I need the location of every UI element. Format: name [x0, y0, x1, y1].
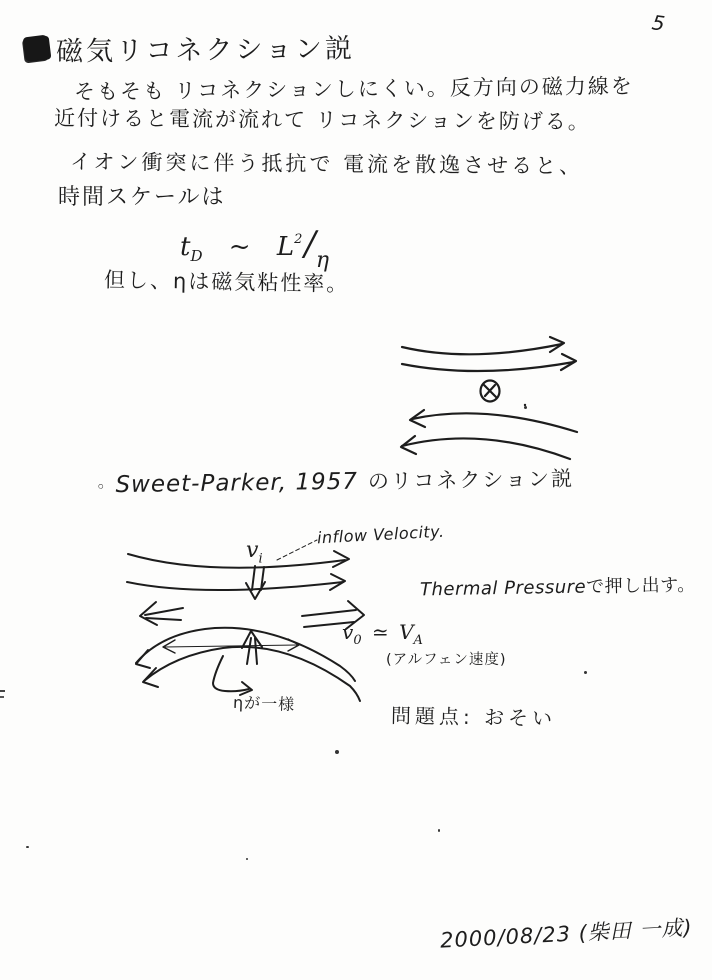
top-field-line-2 [127, 582, 343, 590]
alfven-v-symbol: V [399, 620, 414, 644]
approx-symbol: ≃ [371, 620, 389, 644]
paragraph1-line1: そもそも リコネクションしにくい。反方向の磁力線を [73, 74, 634, 104]
page-number: 5 [650, 10, 667, 36]
arrowhead [143, 668, 158, 687]
formula-slash: / [304, 224, 316, 264]
field-line-right-1 [402, 344, 562, 354]
alfven-v-subscript: A [413, 633, 423, 648]
scan-speck [438, 829, 440, 832]
scan-edge-mark [0, 696, 4, 698]
scan-speck [26, 846, 29, 848]
scan-edge-mark [0, 690, 5, 692]
eta-pointer-line [213, 656, 249, 691]
sweet-parker-suffix: のリコネクション説 [367, 466, 575, 494]
v-subscript: 0 [353, 633, 362, 648]
page-title: 磁気リコネクション説 [55, 33, 356, 68]
field-line-left-1 [412, 413, 577, 432]
v-symbol: v [342, 620, 354, 644]
paragraph1-line2: 近付けると電流が流れて リコネクションを防げる。 [53, 106, 591, 134]
date-signature: 2000/08/23 (柴田 一成) [439, 915, 694, 953]
problem-note: 問題点: おそい [390, 703, 557, 731]
outflow-speed-equation [342, 621, 423, 648]
formula-eta: η [315, 248, 330, 273]
eta-definition-note: 但し、ηは磁気粘性率。 [103, 267, 350, 297]
formula-t: t [180, 232, 191, 262]
antiparallel-field-lines-diagram [390, 333, 590, 468]
formula-L: L [276, 232, 295, 262]
inflow-velocity-label: inflow Velocity. [316, 521, 445, 548]
eta-uniform-note: ηが一様 [232, 692, 296, 715]
circle-bullet-icon: ◦ [95, 477, 106, 497]
alfven-speed-note: (アルフェン速度) [386, 652, 507, 668]
title-row [24, 28, 355, 67]
field-line-left-2 [402, 438, 570, 459]
inner-double-arrow-up [247, 638, 257, 664]
scan-speck [524, 406, 527, 409]
scan-speck [584, 671, 587, 674]
outflow-double-arrow-left [145, 608, 183, 620]
scribble-square-icon [23, 34, 50, 61]
top-field-line-1 [128, 554, 345, 568]
inflow-velocity-symbol [246, 539, 263, 567]
thermal-pressure-ja: で押し出す。 [585, 574, 696, 598]
inflow-pointer-line [277, 540, 317, 560]
diffusion-time-formula [180, 226, 329, 273]
scan-speck [335, 750, 339, 754]
scan-speck [246, 858, 248, 860]
bottom-field-line-outer [136, 628, 355, 681]
sweet-parker-heading [96, 463, 574, 500]
paragraph2-line1: イオン衝突に伴う抵抗で 電流を散逸させると、 [69, 149, 584, 179]
thermal-pressure-note [420, 576, 696, 601]
v-symbol: v [246, 538, 259, 563]
paragraph2-line2: 時間スケールは [58, 185, 226, 210]
formula-tilde: ~ [228, 232, 251, 262]
current-x-stroke [484, 385, 496, 397]
field-line-right-2 [402, 362, 574, 371]
arrowhead [333, 551, 349, 567]
sweet-parker-name: Sweet-Parker, 1957 [115, 468, 359, 499]
thermal-pressure-en: Thermal Pressure [419, 576, 587, 601]
formula-L-exponent: 2 [294, 232, 303, 247]
formula-t-subscript: D [190, 247, 203, 266]
v-subscript: i [258, 551, 263, 567]
